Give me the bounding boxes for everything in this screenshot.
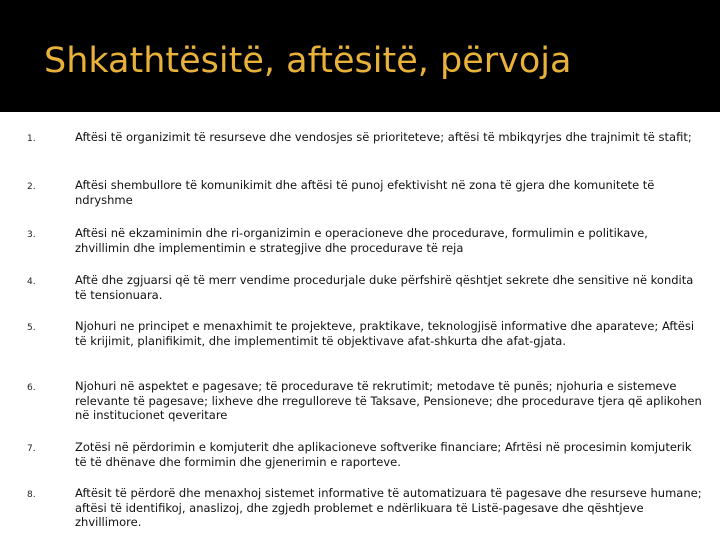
- item-text: Aftësit të përdorë dhe menaxhoj sistemet informative të automatizuara të pagesave dhe resurseve humane; aftësi të identifikoj, anaslizoj, dhe zgjedh problemet e ndërlikuara të Listë-pagesave dhe qështjeve zhvillimore.: [75, 486, 702, 529]
- item-text: Aftë dhe zgjuarsi që të merr vendime procedurjale duke përfshirë qështjet sekrete dhe sensitive në kondita të tensionuara.: [75, 273, 694, 302]
- item-number: 2.: [27, 182, 36, 192]
- item-number: 4.: [27, 277, 36, 287]
- slide-title: Shkathtësitë, aftësitë, përvoja: [44, 41, 572, 81]
- item-number: 8.: [27, 490, 36, 500]
- item-number: 6.: [27, 383, 36, 393]
- item-text: Zotësi në përdorimin e komjuterit dhe aplikacioneve softverike financiare; Afrtësi në procesimin komjuterik të të dhënave dhe formimin dhe gjenerimin e raporteve.: [75, 440, 692, 469]
- item-number: 7.: [27, 444, 36, 454]
- item-text: Aftësi të organizimit të resurseve dhe vendosjes së prioriteteve; aftësi të mbikqyrjes dhe trajnimit të stafit;: [75, 130, 692, 144]
- item-number: 5.: [27, 323, 36, 333]
- item-text: Aftësi shembullore të komunikimit dhe aftësi të punoj efektivisht në zona të gjera dhe komunitete të ndryshme: [75, 178, 655, 207]
- item-number: 1.: [27, 134, 36, 144]
- item-text: Aftësi në ekzaminimin dhe ri-organizimin e operacioneve dhe procedurave, formulimin e politikave, zhvillimin dhe implementimin e strategjive dhe procedurave të reja: [75, 226, 648, 255]
- item-text: Njohuri ne principet e menaxhimit te projekteve, praktikave, teknologjisë informative dhe aparateve; Aftësi të krijimit, planifikimit, dhe implementimit të objektivave afat-shkurta dhe afat-gjata.: [75, 319, 695, 348]
- item-text: Njohuri në aspektet e pagesave; të procedurave të rekrutimit; metodave të punës; njohuria e sistemeve relevante të pagesave; lixheve dhe rregulloreve të Taksave, Pensioneve; dhe procedurave tjera që aplikohen në institucionet qeveritare: [75, 379, 702, 422]
- item-number: 3.: [27, 230, 36, 240]
